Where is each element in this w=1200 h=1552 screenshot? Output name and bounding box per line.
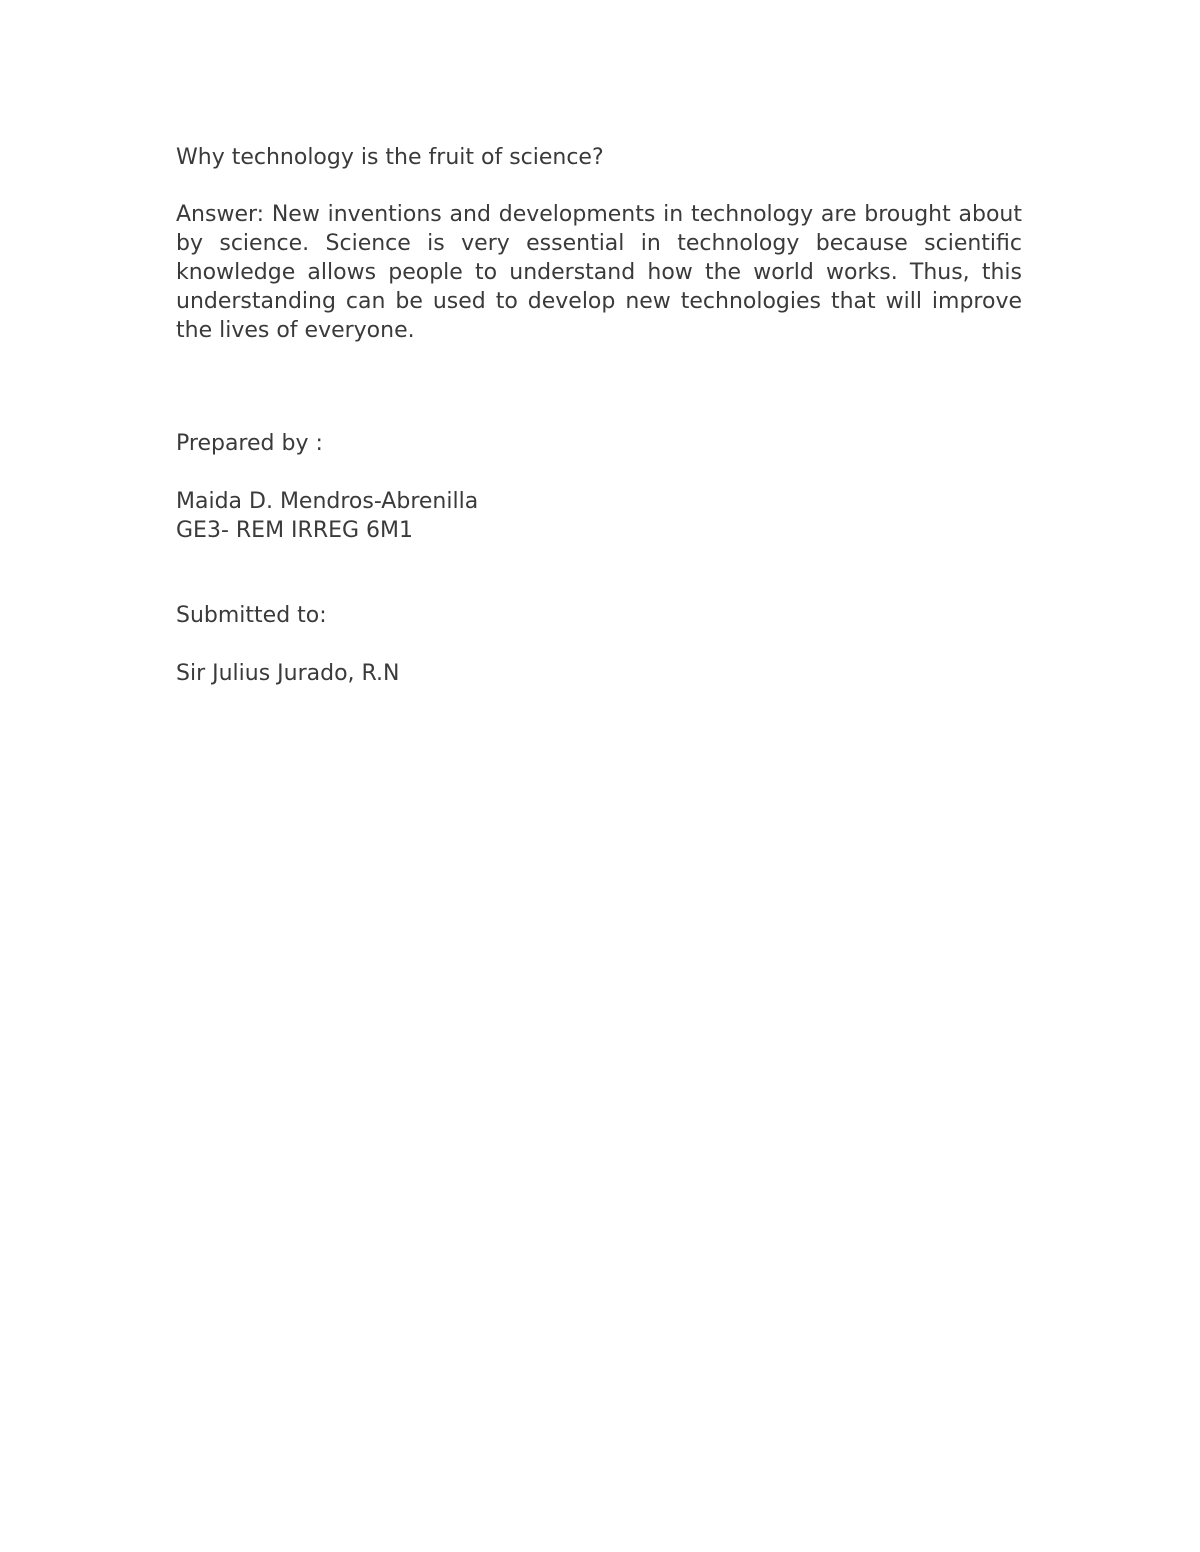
recipient-name: Sir Julius Jurado, R.N: [176, 661, 400, 686]
author-name: Maida D. Mendros-Abrenilla: [176, 489, 479, 514]
answer-paragraph: Answer: New inventions and developments in technology are brought about by science. Science is very essential in technology because scientific knowledge allows people to understand how the world works. Thus, this understanding can be used to develop new technologies that will improve the lives of everyone.: [176, 202, 1022, 343]
submitted-to-label: Submitted to:: [176, 603, 327, 628]
author-section: GE3- REM IRREG 6M1: [176, 518, 414, 543]
prepared-by-label: Prepared by :: [176, 431, 323, 456]
question-heading: Why technology is the fruit of science?: [176, 145, 604, 170]
